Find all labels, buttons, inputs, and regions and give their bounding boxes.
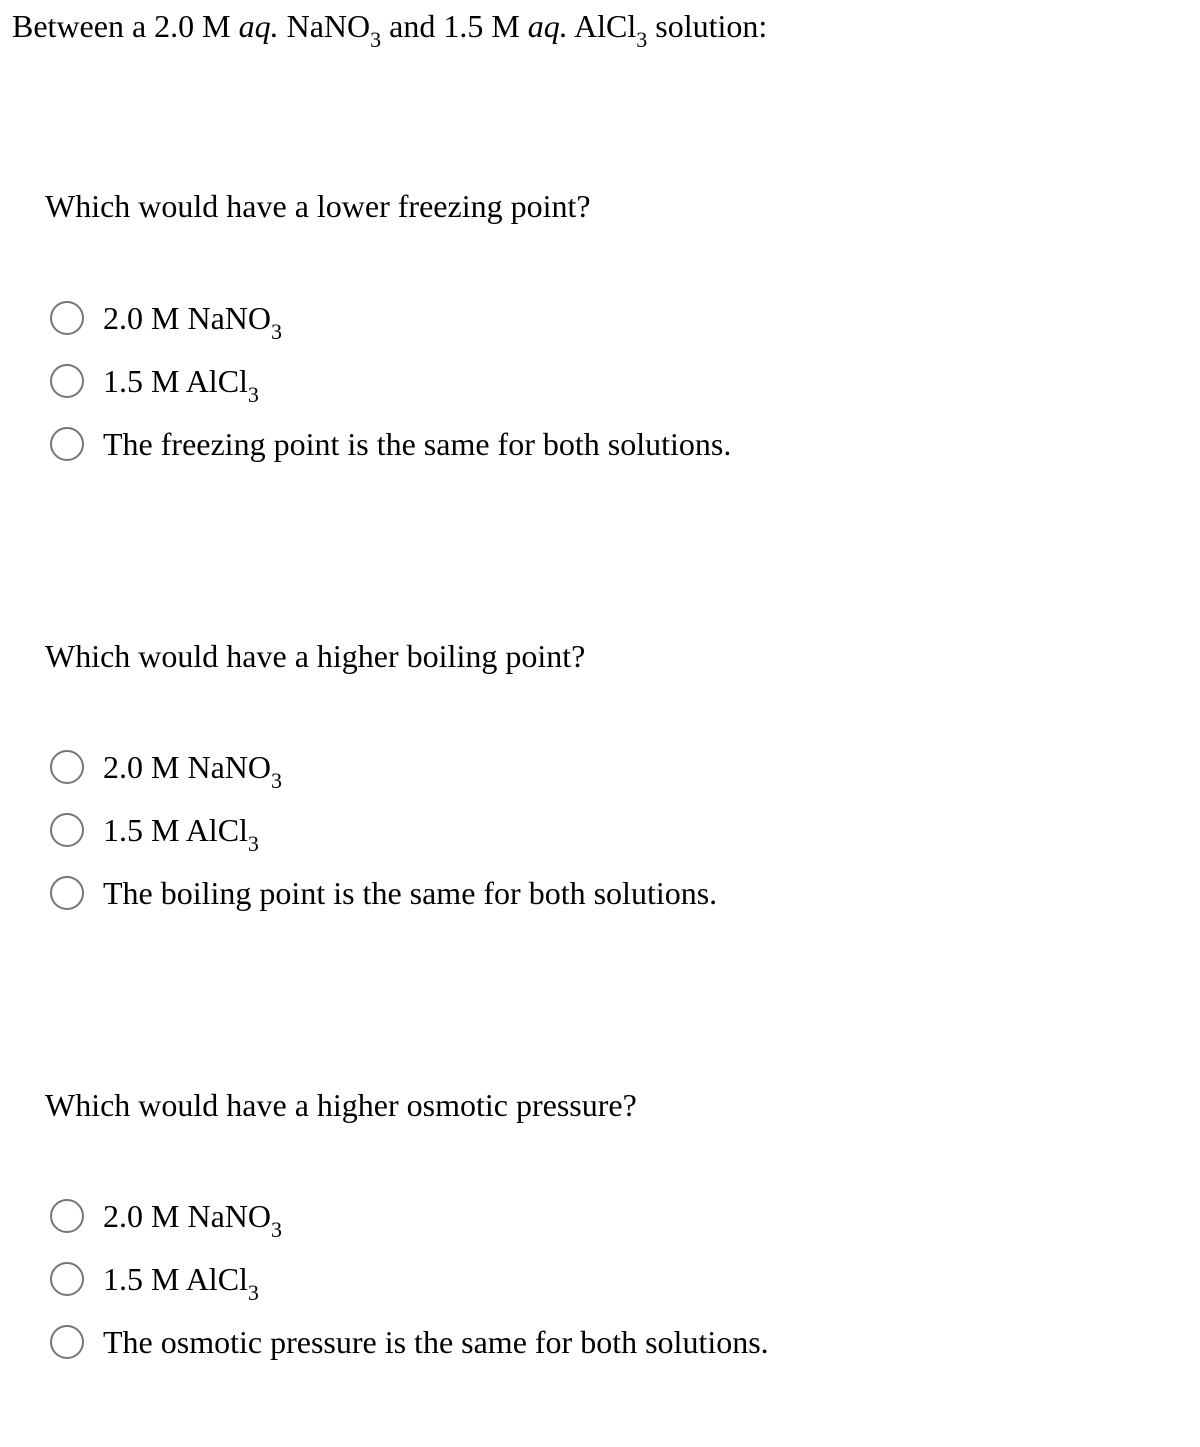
option-freezing-same[interactable] xyxy=(50,424,731,464)
option-label xyxy=(103,424,731,464)
option-label xyxy=(103,873,717,913)
option-text: 2.0 M NaNO xyxy=(103,300,271,336)
intro-text: AlCl xyxy=(567,8,637,44)
option-osmotic-same[interactable] xyxy=(50,1322,769,1362)
intro-text: NaNO xyxy=(278,8,371,44)
option-boiling-nano3[interactable] xyxy=(50,747,282,793)
option-boiling-same[interactable] xyxy=(50,873,717,913)
intro-text: solution: xyxy=(647,8,768,44)
radio-button[interactable] xyxy=(50,1325,84,1359)
option-label xyxy=(103,810,259,856)
radio-button[interactable] xyxy=(50,427,84,461)
question-intro xyxy=(12,4,768,52)
intro-aq-label: aq. xyxy=(527,8,568,44)
option-label xyxy=(103,1196,282,1242)
option-subscript: 3 xyxy=(247,1280,259,1305)
option-text: 2.0 M NaNO xyxy=(103,749,271,785)
option-subscript: 3 xyxy=(270,1217,282,1242)
intro-subscript: 3 xyxy=(636,27,648,52)
option-freezing-alcl3[interactable] xyxy=(50,361,259,407)
option-text: 2.0 M NaNO xyxy=(103,1198,271,1234)
intro-text: and 1.5 M xyxy=(381,8,528,44)
question-osmotic-pressure: Which would have a higher osmotic pressure? xyxy=(45,1087,637,1123)
question-freezing-point: Which would have a lower freezing point? xyxy=(45,188,591,224)
option-label xyxy=(103,298,282,344)
option-subscript: 3 xyxy=(270,319,282,344)
intro-aq-label: aq. xyxy=(238,8,279,44)
radio-button[interactable] xyxy=(50,301,84,335)
radio-button[interactable] xyxy=(50,876,84,910)
intro-subscript: 3 xyxy=(370,27,382,52)
radio-button[interactable] xyxy=(50,364,84,398)
option-text: 1.5 M AlCl xyxy=(103,363,248,399)
intro-text: Between a 2.0 M xyxy=(12,8,239,44)
option-subscript: 3 xyxy=(247,382,259,407)
option-label xyxy=(103,1259,259,1305)
radio-button[interactable] xyxy=(50,1199,84,1233)
option-osmotic-alcl3[interactable] xyxy=(50,1259,259,1305)
option-text: 1.5 M AlCl xyxy=(103,812,248,848)
radio-button[interactable] xyxy=(50,1262,84,1296)
option-text: 1.5 M AlCl xyxy=(103,1261,248,1297)
radio-button[interactable] xyxy=(50,750,84,784)
radio-button[interactable] xyxy=(50,813,84,847)
option-subscript: 3 xyxy=(270,768,282,793)
option-label xyxy=(103,361,259,407)
option-freezing-nano3[interactable] xyxy=(50,298,282,344)
option-text: The osmotic pressure is the same for both solutions. xyxy=(103,1324,769,1360)
option-boiling-alcl3[interactable] xyxy=(50,810,259,856)
option-text: The freezing point is the same for both solutions. xyxy=(103,426,732,462)
question-boiling-point: Which would have a higher boiling point? xyxy=(45,638,586,674)
option-text: The boiling point is the same for both solutions. xyxy=(103,875,718,911)
option-label xyxy=(103,747,282,793)
option-osmotic-nano3[interactable] xyxy=(50,1196,282,1242)
option-label xyxy=(103,1322,769,1362)
option-subscript: 3 xyxy=(247,831,259,856)
